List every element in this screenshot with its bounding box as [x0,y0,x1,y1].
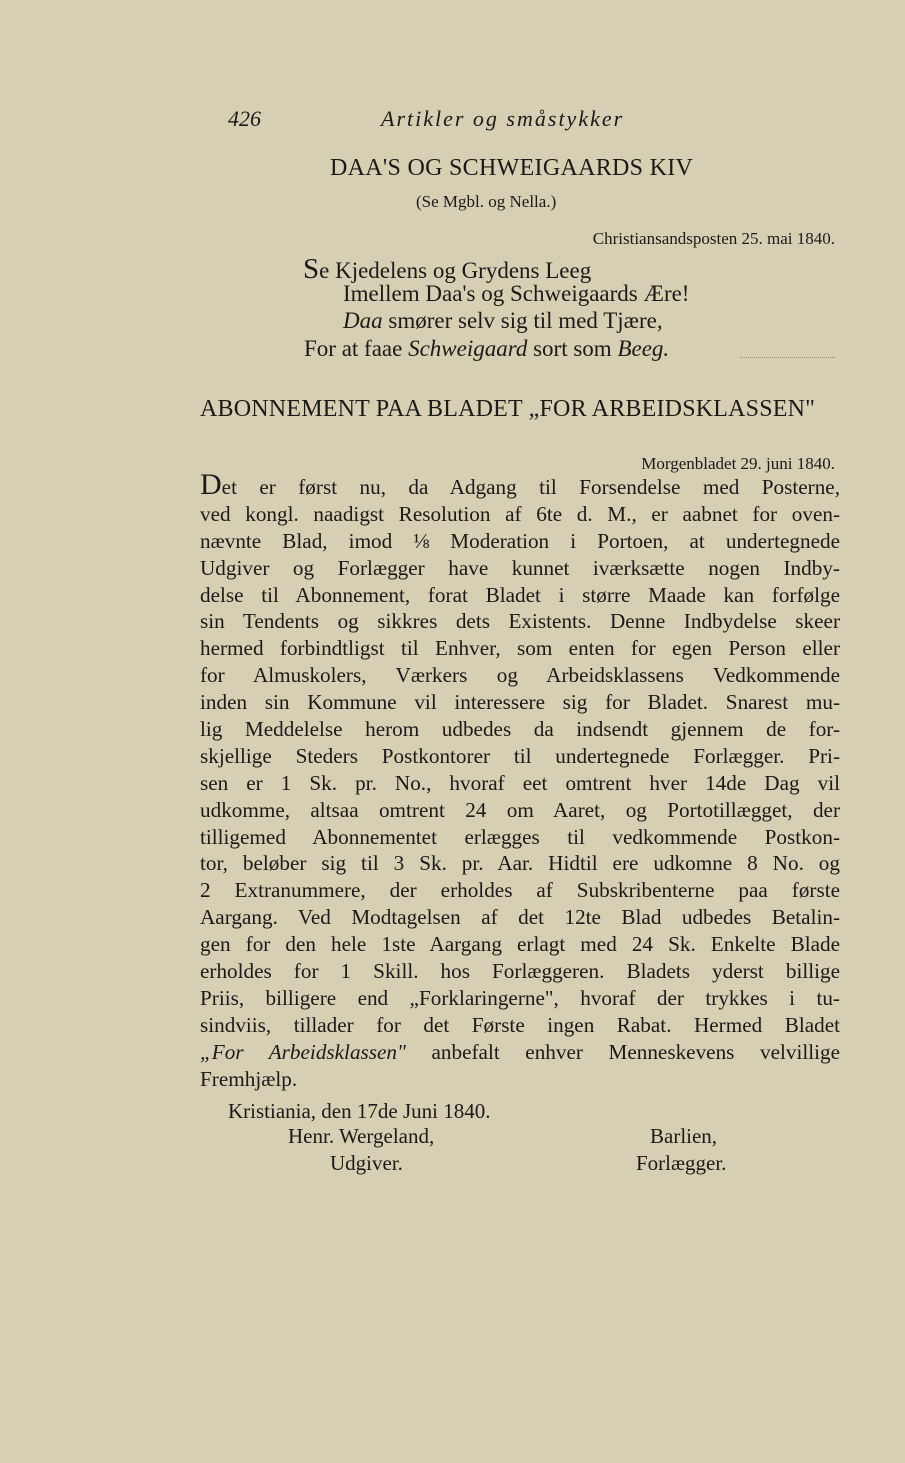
body-line: delse til Abonnement, forat Bladet i større Maade kan forfølge [200,582,840,607]
section2-title: ABONNEMENT PAA BLADET „FOR ARBEIDSKLASSEN" [200,396,816,422]
body-line: tilligemed Abonnementet erlægges til vedkommende Postkon- [200,824,840,849]
verse-line-1: Se Kjedelens og Grydens Leeg [303,253,592,285]
verse-line-2: Imellem Daa's og Schweigaards Ære! [343,281,690,306]
body-line: udkomme, altsaa omtrent 24 om Aaret, og Portotillægget, der [200,797,840,822]
running-title: Artikler og småstykker [381,106,625,131]
signer1-name: Henr. Wergeland, [288,1124,435,1148]
stray-mark [740,357,835,359]
body-line: sindviis, tillader for det Første ingen Rabat. Hermed Bladet [200,1012,840,1037]
body-line: for Almuskolers, Værkers og Arbeidsklassens Vedkommende [200,663,840,688]
signer2-name: Barlien, [650,1124,718,1148]
body-line-last: Fremhjælp. [200,1066,298,1091]
body-line: Det er først nu, da Adgang til Forsendelse med Posterne, [200,468,840,501]
verse-line-3: Daa smører selv sig til med Tjære, [343,308,663,333]
section1-title: DAA'S OG SCHWEIGAARDS KIV [330,155,694,181]
body-line: gen for den hele 1ste Aargang erlagt med 24 Sk. Enkelte Blade [200,932,840,957]
section1-source: Christiansandsposten 25. mai 1840. [592,229,835,248]
section1-note: (Se Mgbl. og Nella.) [416,192,557,211]
body-line: inden sin Kommune vil interessere sig for Bladet. Snarest mu- [200,690,840,715]
signer1-role: Udgiver. [330,1151,403,1175]
section2-source: Morgenbladet 29. juni 1840. [641,454,835,473]
body-line: nævnte Blad, imod ⅛ Moderation i Portoen, at undertegnede [200,528,840,553]
article-body [200,468,840,1092]
body-line: lig Meddelelse herom udbedes da indsendt gjennem de for- [200,717,840,742]
body-line: hermed forbindtligst til Enhver, som enten for egen Person eller [200,636,840,661]
body-line: tor, beløber sig til 3 Sk. pr. Aar. Hidtil ere udkomne 8 No. og [200,851,840,876]
body-line: Priis, billigere end „Forklaringerne", hvoraf der trykkes i tu- [200,985,840,1010]
body-line: sen er 1 Sk. pr. No., hvoraf eet omtrent hver 14de Dag vil [200,770,840,795]
body-line: Udgiver og Forlægger have kunnet iværksætte nogen Indby- [200,555,840,580]
body-line: 2 Extranummere, der erholdes af Subskribenterne paa første [200,878,840,903]
page-number: 426 [228,106,261,131]
verse-dropcap: S [303,253,320,285]
body-line: Aargang. Ved Modtagelsen af det 12te Blad udbedes Betalin- [200,905,840,930]
body-line: erholdes for 1 Skill. hos Forlæggeren. Bladets yderst billige [200,959,840,984]
body-dropcap: D [200,468,222,501]
body-line: skjellige Steders Postkontorer til undertegnede Forlægger. Pri- [200,743,840,768]
closing-place-date: Kristiania, den 17de Juni 1840. [228,1099,491,1123]
signer2-role: Forlægger. [636,1151,727,1175]
verse-line-4: For at faae Schweigaard sort som Beeg. [304,336,670,361]
body-line: ved kongl. naadigst Resolution af 6te d. M., er aabnet for oven- [200,501,840,526]
body-line: „For Arbeidsklassen" anbefalt enhver Menneskevens velvillige [200,1039,840,1064]
body-line: sin Tendents og sikkres dets Existents. Denne Indbydelse skeer [200,609,840,634]
